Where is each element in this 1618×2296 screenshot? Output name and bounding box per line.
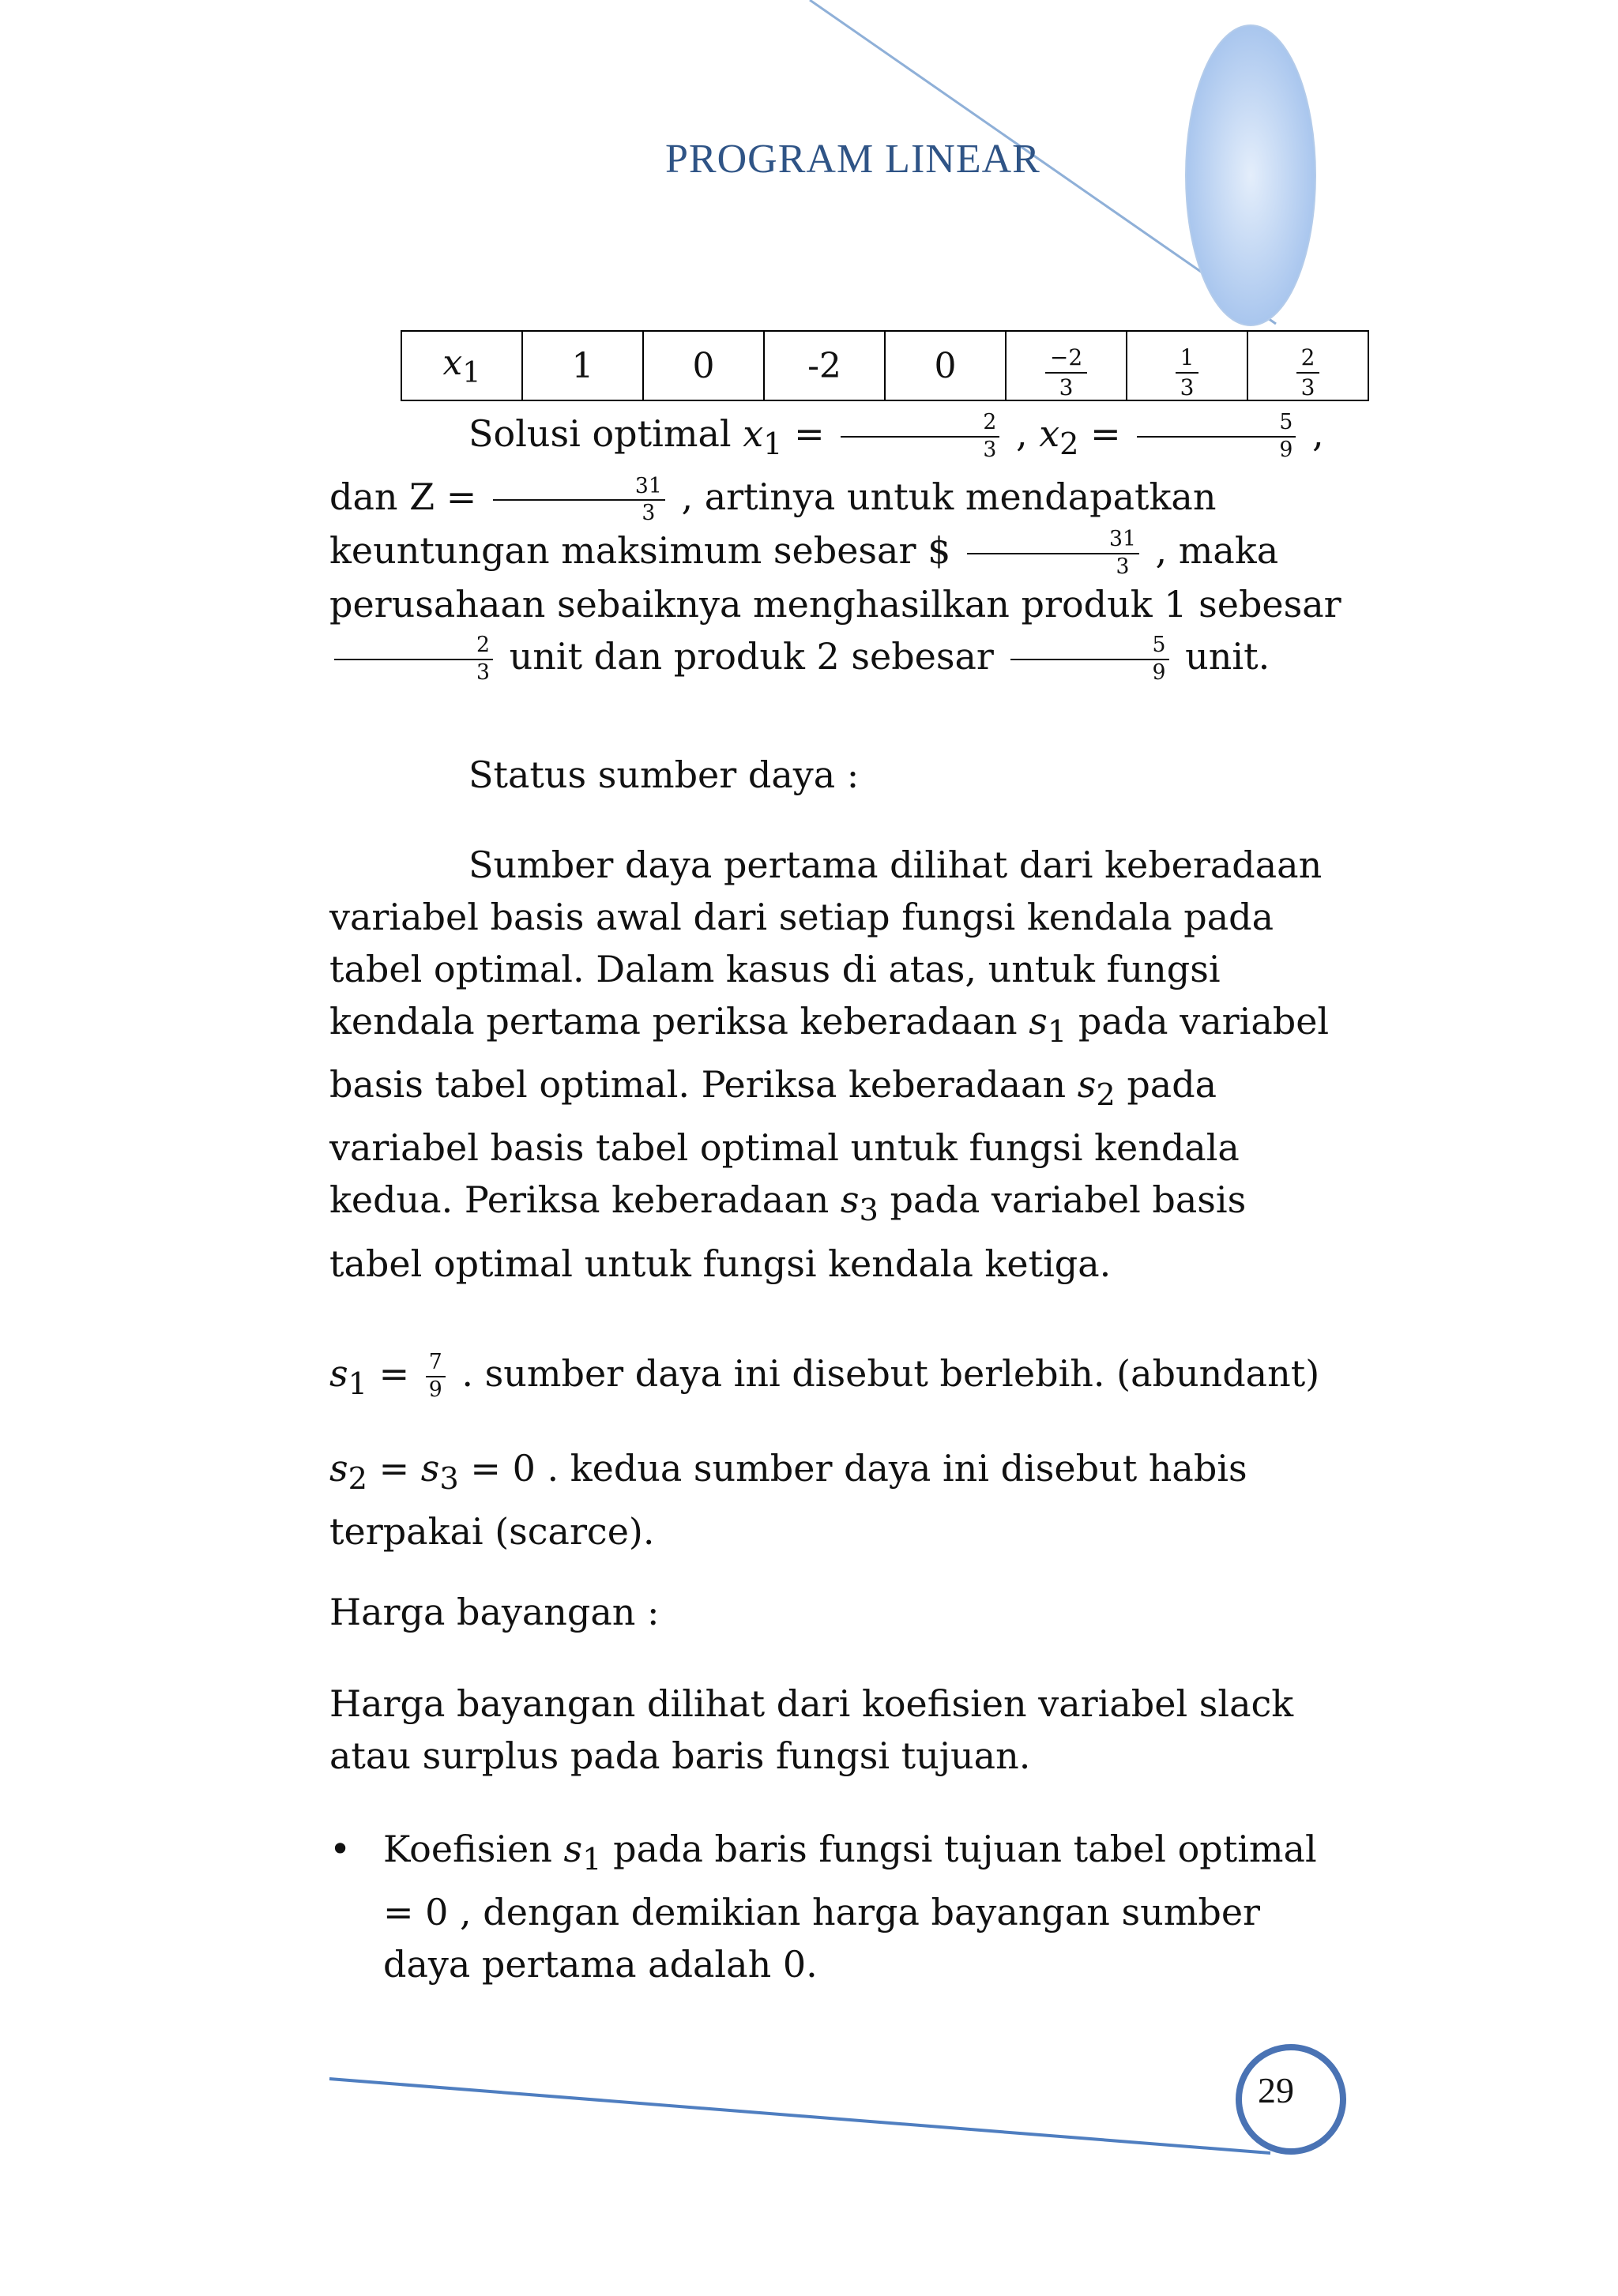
subscript: 2 <box>1096 1077 1116 1114</box>
text: = 0 . kedua sumber daya ini disebut habis terpakai (scarce). <box>329 1447 1247 1554</box>
text: = <box>782 412 837 455</box>
header-oval <box>1186 25 1315 325</box>
solution-paragraph <box>329 408 1349 683</box>
text: , artinya untuk mendapatkan keuntungan maksimum sebesar $ <box>329 475 1217 572</box>
list-item <box>329 1823 1349 1990</box>
text: = <box>367 1447 421 1490</box>
text: = <box>367 1352 421 1395</box>
math-var: s <box>1077 1063 1097 1107</box>
fraction-numerator: 7 <box>426 1352 446 1377</box>
text: , <box>1004 412 1040 455</box>
text: Sumber daya pertama dilihat dari keberadaan variabel basis awal dari setiap fungsi kendala pada tabel optimal. Dalam kasus di atas, untuk fungsi kendala pertama periksa keberadaan <box>329 844 1323 1043</box>
fraction-denominator: 3 <box>1180 374 1195 400</box>
fraction-denominator: 9 <box>1152 659 1166 685</box>
subscript: 2 <box>348 1461 367 1497</box>
basis-var: x <box>442 342 463 383</box>
fraction-numerator: 2 <box>1296 347 1320 374</box>
s1-line <box>329 1347 1349 1411</box>
math-var: x <box>743 412 764 455</box>
text: pada baris fungsi tujuan tabel optimal = 0 , dengan demikian harga bayangan sumber daya pertama adalah 0. <box>383 1828 1317 1986</box>
math-var: s <box>1029 1000 1048 1043</box>
fraction-numerator: 2 <box>334 635 493 660</box>
text: pada variabel basis tabel optimal. Periksa keberadaan <box>329 1000 1330 1107</box>
fraction-denominator: 3 <box>1300 374 1315 400</box>
status-heading: Status sumber daya : <box>468 753 860 796</box>
fraction-denominator: 3 <box>476 659 490 685</box>
math-var: s <box>329 1352 348 1395</box>
math-var: x <box>1039 412 1060 455</box>
fraction-numerator: −2 <box>1045 347 1087 374</box>
fraction <box>1010 632 1169 685</box>
cell-fraction <box>1045 344 1087 400</box>
subscript: 1 <box>1047 1014 1067 1050</box>
subscript: 3 <box>859 1193 879 1229</box>
cell-fraction <box>1296 344 1320 400</box>
table-cell: 0 <box>885 331 1006 400</box>
fraction-numerator: 31 <box>493 476 665 502</box>
resources-paragraph <box>329 839 1349 1290</box>
subscript: 1 <box>763 427 783 463</box>
text: pada variabel basis tabel optimal untuk fungsi kendala kedua. Periksa keberadaan <box>329 1063 1240 1222</box>
text: Solusi optimal <box>468 412 743 455</box>
table-cell: 0 <box>643 331 764 400</box>
subscript: 1 <box>348 1366 367 1403</box>
basis-variable-cell <box>401 331 522 400</box>
math-var: s <box>840 1178 860 1222</box>
fraction-denominator: 3 <box>983 438 997 462</box>
subscript: 1 <box>582 1842 602 1878</box>
math-var: s <box>329 1447 348 1490</box>
table-cell <box>1006 331 1127 400</box>
text: = <box>1078 412 1133 455</box>
shadow-price-description: Harga bayangan dilihat dari koefisien variabel slack atau surplus pada baris fungsi tujuan. <box>329 1682 1294 1777</box>
bullet-text <box>383 1823 1349 1990</box>
fraction <box>1137 412 1296 460</box>
fraction-denominator: 9 <box>428 1377 442 1402</box>
table-row <box>401 331 1368 400</box>
fraction <box>493 473 665 526</box>
subscript: 2 <box>1059 427 1079 463</box>
text: , maka perusahaan sebaiknya menghasilkan produk 1 sebesar <box>329 528 1341 626</box>
s23-line <box>329 1442 1349 1558</box>
bullet-icon: • <box>329 1828 352 1870</box>
text: , dan Z = <box>329 412 1324 519</box>
text: Koefisien <box>383 1828 564 1870</box>
text: unit dan produk 2 sebesar <box>497 634 1006 678</box>
table-cell: 1 <box>522 331 643 400</box>
subscript: 3 <box>439 1461 459 1497</box>
fraction <box>426 1352 446 1400</box>
fraction-numerator: 31 <box>967 529 1139 554</box>
fraction-numerator: 5 <box>1010 635 1169 660</box>
footer-line <box>329 2079 1270 2153</box>
fraction <box>967 529 1139 577</box>
page-number: 29 <box>1258 2070 1294 2110</box>
text: . sumber daya ini disebut berlebih. (abundant) <box>450 1352 1320 1395</box>
math-var: s <box>563 1828 583 1870</box>
header-title: PROGRAM LINEAR <box>665 137 1040 182</box>
table-cell <box>1247 331 1368 400</box>
math-var: s <box>420 1447 440 1490</box>
fraction-denominator: 3 <box>642 501 656 526</box>
basis-var-sub: 1 <box>462 355 481 389</box>
shadow-price-heading: Harga bayangan : <box>329 1591 660 1633</box>
fraction-numerator: 2 <box>841 412 999 438</box>
fraction <box>334 632 493 685</box>
text: pada variabel basis tabel optimal untuk fungsi kendala ketiga. <box>329 1178 1247 1285</box>
simplex-table-row <box>401 330 1369 401</box>
cell-fraction <box>1176 344 1199 400</box>
fraction <box>841 412 999 460</box>
fraction-denominator: 9 <box>1279 438 1293 462</box>
fraction-denominator: 3 <box>1116 554 1130 579</box>
fraction-numerator: 5 <box>1137 412 1296 438</box>
table-cell: -2 <box>764 331 885 400</box>
fraction-denominator: 3 <box>1059 374 1074 400</box>
table-cell <box>1127 331 1247 400</box>
fraction-numerator: 1 <box>1176 347 1199 374</box>
text: unit. <box>1173 634 1270 678</box>
